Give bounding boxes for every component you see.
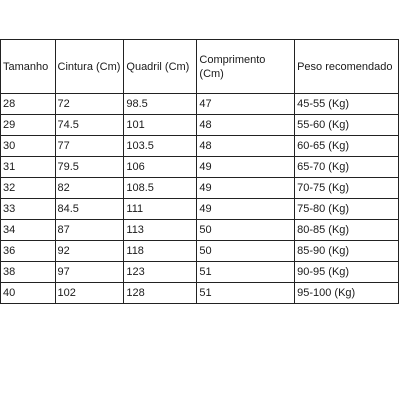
cell-tamanho: 29 <box>1 115 56 136</box>
cell-quadril: 101 <box>124 115 197 136</box>
cell-quadril: 106 <box>124 157 197 178</box>
cell-comprimento: 49 <box>197 157 295 178</box>
cell-comprimento: 50 <box>197 220 295 241</box>
cell-peso: 75-80 (Kg) <box>295 199 399 220</box>
cell-cintura: 87 <box>55 220 124 241</box>
size-chart-header <box>1 40 399 94</box>
cell-quadril: 111 <box>124 199 197 220</box>
cell-tamanho: 40 <box>1 283 56 304</box>
table-row <box>1 136 399 157</box>
cell-comprimento: 51 <box>197 283 295 304</box>
cell-quadril: 118 <box>124 241 197 262</box>
table-row <box>1 178 399 199</box>
cell-tamanho: 30 <box>1 136 56 157</box>
cell-cintura: 82 <box>55 178 124 199</box>
cell-cintura: 72 <box>55 94 124 115</box>
table-row <box>1 241 399 262</box>
cell-cintura: 74.5 <box>55 115 124 136</box>
cell-peso: 90-95 (Kg) <box>295 262 399 283</box>
header-row <box>1 40 399 94</box>
cell-tamanho: 38 <box>1 262 56 283</box>
cell-comprimento: 50 <box>197 241 295 262</box>
header-cintura: Cintura (Cm) <box>55 40 124 94</box>
cell-peso: 65-70 (Kg) <box>295 157 399 178</box>
cell-comprimento: 51 <box>197 262 295 283</box>
cell-tamanho: 33 <box>1 199 56 220</box>
table-row <box>1 115 399 136</box>
header-quadril: Quadril (Cm) <box>124 40 197 94</box>
cell-comprimento: 49 <box>197 199 295 220</box>
cell-quadril: 103.5 <box>124 136 197 157</box>
cell-peso: 85-90 (Kg) <box>295 241 399 262</box>
cell-tamanho: 36 <box>1 241 56 262</box>
size-chart-table <box>0 39 399 304</box>
cell-peso: 55-60 (Kg) <box>295 115 399 136</box>
cell-quadril: 123 <box>124 262 197 283</box>
cell-peso: 60-65 (Kg) <box>295 136 399 157</box>
cell-tamanho: 31 <box>1 157 56 178</box>
cell-quadril: 113 <box>124 220 197 241</box>
cell-peso: 95-100 (Kg) <box>295 283 399 304</box>
cell-peso: 80-85 (Kg) <box>295 220 399 241</box>
cell-cintura: 92 <box>55 241 124 262</box>
cell-cintura: 97 <box>55 262 124 283</box>
cell-comprimento: 48 <box>197 136 295 157</box>
cell-comprimento: 49 <box>197 178 295 199</box>
cell-tamanho: 32 <box>1 178 56 199</box>
table-row <box>1 157 399 178</box>
cell-peso: 70-75 (Kg) <box>295 178 399 199</box>
cell-cintura: 102 <box>55 283 124 304</box>
cell-cintura: 79.5 <box>55 157 124 178</box>
table-row <box>1 94 399 115</box>
cell-cintura: 84.5 <box>55 199 124 220</box>
size-chart-body <box>1 94 399 304</box>
header-peso-recomendado: Peso recomendado <box>295 40 399 94</box>
cell-quadril: 128 <box>124 283 197 304</box>
cell-comprimento: 47 <box>197 94 295 115</box>
header-tamanho: Tamanho <box>1 40 56 94</box>
cell-quadril: 98.5 <box>124 94 197 115</box>
table-row <box>1 199 399 220</box>
table-row <box>1 283 399 304</box>
cell-cintura: 77 <box>55 136 124 157</box>
cell-quadril: 108.5 <box>124 178 197 199</box>
cell-peso: 45-55 (Kg) <box>295 94 399 115</box>
cell-tamanho: 34 <box>1 220 56 241</box>
cell-comprimento: 48 <box>197 115 295 136</box>
table-row <box>1 262 399 283</box>
header-comprimento: Comprimento (Cm) <box>197 40 295 94</box>
cell-tamanho: 28 <box>1 94 56 115</box>
table-row <box>1 220 399 241</box>
